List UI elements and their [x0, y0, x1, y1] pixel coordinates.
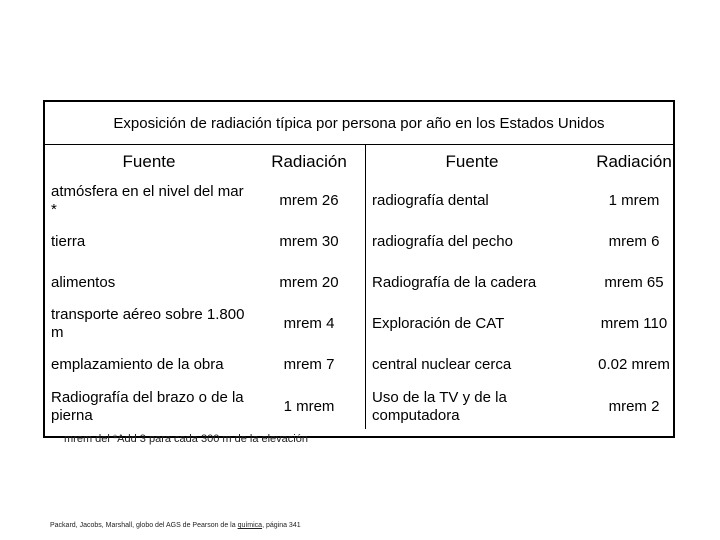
header-source-2: Fuente: [445, 152, 499, 171]
table-row: [45, 303, 690, 344]
source-cell: radiografía dental: [372, 191, 489, 209]
source-cell: Radiografía de la cadera: [372, 273, 537, 291]
source-cell: Exploración de CAT: [372, 314, 505, 332]
source-cell: radiografía del pecho: [372, 232, 513, 250]
citation-book-title: química: [237, 522, 263, 529]
header-radiation-2: Radiación: [596, 152, 672, 171]
citation-text: Packard, Jacobs, Marshall, globo del AGS de Pearson de la: [50, 522, 238, 529]
elevation-footnote: mrem del *Add 3 para cada 300 m de la elevación: [64, 433, 308, 445]
citation-page: , página 341: [262, 522, 301, 529]
header-radiation-1: Radiación: [253, 144, 366, 180]
dose-cell: 0.02 mrem: [598, 355, 670, 373]
header-row: [45, 144, 690, 180]
table-title: Exposición de radiación típica por persona por año en los Estados Unidos: [45, 102, 673, 145]
header-source-1: Fuente: [122, 152, 176, 171]
dose-cell: mrem 30: [253, 221, 366, 262]
source-cell: central nuclear cerca: [372, 355, 512, 373]
source-cell: Radiografía del brazo o de la pierna: [51, 389, 244, 424]
dose-cell: mrem 65: [604, 273, 664, 291]
source-cell: Uso de la TV y de la computadora: [372, 389, 507, 424]
source-cell: atmósfera en el nivel del mar *: [51, 182, 244, 218]
source-citation: [50, 522, 301, 529]
dose-cell: mrem 7: [253, 344, 366, 385]
source-cell: alimentos: [51, 273, 116, 291]
radiation-table: [43, 100, 675, 438]
dose-cell: mrem 4: [253, 303, 366, 344]
dose-cell: mrem 20: [253, 262, 366, 303]
source-cell: emplazamiento de la obra: [51, 355, 224, 373]
dose-cell: mrem 2: [608, 398, 660, 415]
source-cell: transporte aéreo sobre 1.800 m: [51, 305, 245, 341]
dose-cell: 1 mrem: [608, 191, 660, 209]
table-row: [45, 221, 690, 262]
table-row: [45, 344, 690, 385]
dose-cell: mrem 26: [253, 180, 366, 221]
radiation-grid: [45, 144, 690, 429]
table-row: [45, 385, 690, 429]
dose-cell: mrem 6: [608, 232, 660, 250]
dose-cell: mrem 110: [600, 314, 668, 332]
dose-cell: 1 mrem: [253, 385, 366, 429]
source-cell: tierra: [51, 232, 86, 250]
table-row: [45, 180, 690, 221]
table-row: [45, 262, 690, 303]
